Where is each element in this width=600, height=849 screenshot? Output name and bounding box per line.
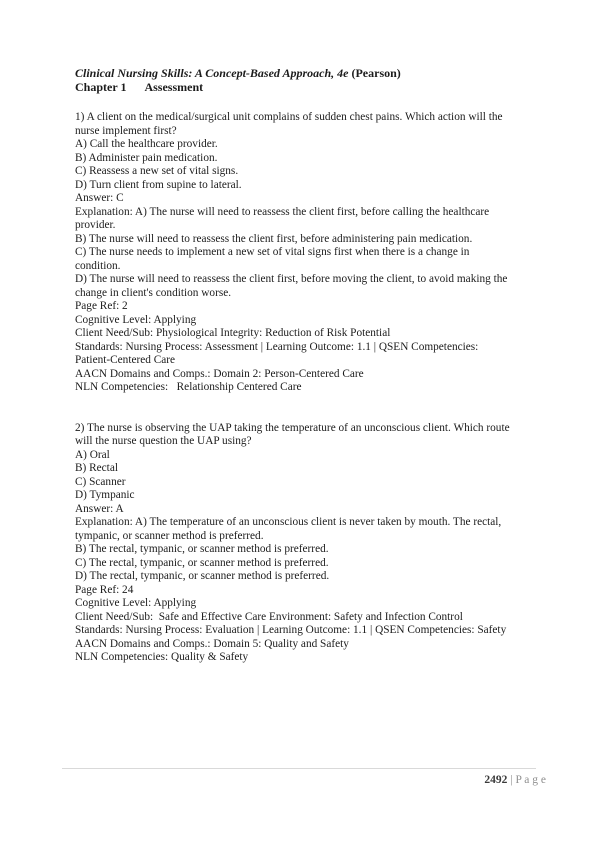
text-line: C) Scanner [75, 475, 126, 488]
text-line: D) Turn client from supine to lateral. [75, 178, 242, 191]
text-line: nurse implement first? [75, 124, 177, 137]
text-line: Page Ref: 2 [75, 300, 128, 312]
text-line: Answer: C [75, 192, 124, 204]
text-line: NLN Competencies: Relationship Centered Care [75, 381, 302, 393]
text-line: Cognitive Level: Applying [75, 597, 197, 609]
text-line: Client Need/Sub: Physiological Integrity: Reduction of Risk Potential [75, 327, 391, 339]
question-block [75, 111, 538, 395]
text-line: Explanation: A) The temperature of an unconscious client is never taken by mouth. The rectal, [75, 516, 502, 528]
chapter-label: Chapter 1 [75, 80, 127, 94]
text-line: will the nurse question the UAP using? [75, 435, 252, 447]
text-line: B) Rectal [75, 462, 118, 474]
chapter-line [75, 80, 538, 94]
text-line: change in client's condition worse. [75, 286, 232, 299]
text-line: D) The rectal, tympanic, or scanner method is preferred. [75, 570, 330, 582]
text-line: A) Oral [75, 448, 110, 461]
text-line: C) The rectal, tympanic, or scanner method is preferred. [75, 556, 329, 569]
text-line: tympanic, or scanner method is preferred. [75, 529, 264, 542]
text-line: D) Tympanic [75, 489, 135, 501]
question-block [75, 422, 538, 665]
text-line: AACN Domains and Comps.: Domain 2: Person-Centered Care [75, 367, 364, 380]
text-line: Client Need/Sub: Safe and Effective Care Environment: Safety and Infection Control [75, 610, 463, 623]
text-line: B) The nurse will need to reassess the client first, before administering pain medication. [75, 232, 473, 245]
publisher-label: (Pearson) [348, 66, 401, 80]
text-line: condition. [75, 259, 121, 272]
text-line: Answer: A [75, 502, 124, 515]
chapter-title: Assessment [144, 80, 204, 94]
text-line: Explanation: A) The nurse will need to reassess the client first, before calling the healthcare [75, 205, 490, 218]
document-header [75, 66, 538, 94]
text-line: Patient-Centered Care [75, 354, 176, 366]
text-line: Cognitive Level: Applying [75, 313, 197, 326]
text-line: C) The nurse needs to implement a new set of vital signs first when there is a change in [75, 246, 470, 258]
text-line: Standards: Nursing Process: Assessment | Learning Outcome: 1.1 | QSEN Competencies: [75, 340, 479, 353]
text-line: B) Administer pain medication. [75, 151, 218, 164]
page-number: 2492 [484, 774, 508, 786]
footer-divider [62, 768, 536, 769]
book-title-line [75, 66, 538, 80]
text-line: A) Call the healthcare provider. [75, 138, 218, 150]
text-line: provider. [75, 219, 116, 231]
text-line: C) Reassess a new set of vital signs. [75, 165, 239, 177]
text-line: B) The rectal, tympanic, or scanner method is preferred. [75, 543, 329, 555]
book-title: Clinical Nursing Skills: A Concept-Based Approach, 4e [75, 66, 349, 80]
text-line: AACN Domains and Comps.: Domain 5: Quality and Safety [75, 637, 349, 650]
text-line: 2) The nurse is observing the UAP taking the temperature of an unconscious client. Which route [75, 421, 510, 434]
text-line: NLN Competencies: Quality & Safety [75, 651, 249, 663]
page-word: | P a g e [507, 774, 546, 786]
text-line: Page Ref: 24 [75, 583, 134, 596]
question-list [75, 111, 538, 665]
text-line: Standards: Nursing Process: Evaluation | Learning Outcome: 1.1 | QSEN Competencies: Safety [75, 624, 507, 636]
text-line: D) The nurse will need to reassess the client first, before moving the client, to avoid making the [75, 273, 508, 285]
text-line: 1) A client on the medical/surgical unit complains of sudden chest pains. Which action will the [75, 111, 503, 123]
page-footer [484, 773, 546, 787]
